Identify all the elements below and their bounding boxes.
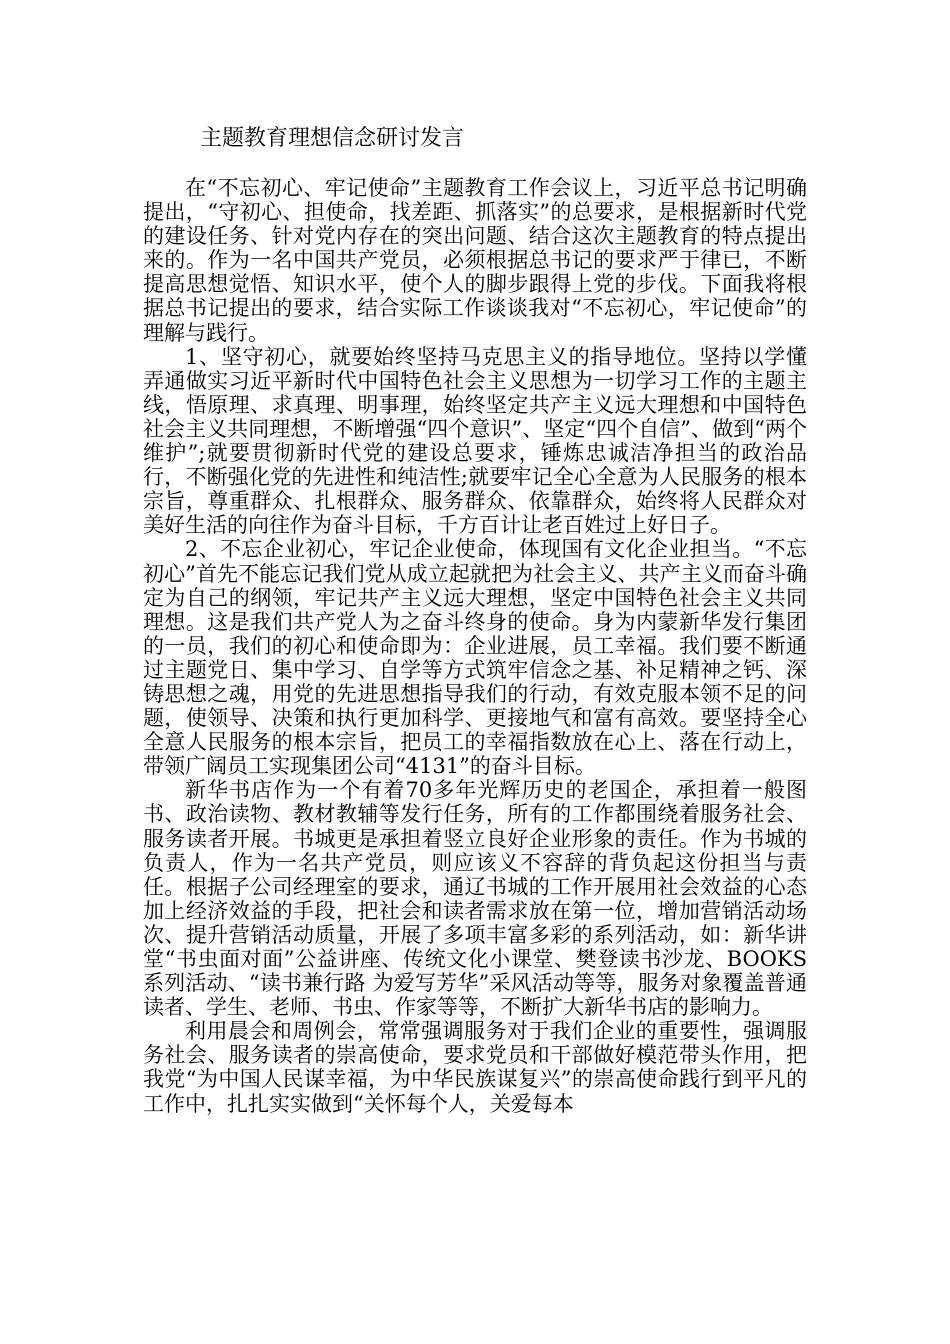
paragraph-xinhua-bookstore: 新华书店作为一个有着70多年光辉历史的老国企，承担着一般图书、政治读物、教材教辅等发行任务，所有的工作都围绕着服务社会、服务读者开展。书城更是承担着竖立良好企业形象的责任。作为书城的负责人，作为一名共产党员，则应该义不容辞的背负起这份担当与责任。根据子公司经理室的要求，通辽书城的工作开展用社会效益的心态加上经济效益的手段，把社会和读者需求放在第一位，增加营销活动场次、提升营销活动质量，开展了多项丰富多彩的系列活动，如：新华讲堂“书虫面对面”公益讲座、传统文化小课堂、樊登读书沙龙、BOOKS系列活动、“读书兼行路 为爱写芳华”采风活动等等，服务对象覆盖普通读者、学生、老师、书虫、作家等等，不断扩大新华书店的影响力。 [143,778,807,1020]
document-title: 主题教育理想信念研讨发言 [200,126,465,151]
paragraph-meetings: 利用晨会和周例会，常常强调服务对于我们企业的重要性，强调服务社会、服务读者的崇高使命，要求党员和干部做好模范带头作用，把我党“为中国人民谋幸福，为中华民族谋复兴”的崇高使命践行到平凡的工作中，扎扎实实做到“关怀每个人，关爱每本 [143,1019,807,1116]
paragraph-point-2: 2、不忘企业初心，牢记企业使命，体现国有文化企业担当。“不忘初心”首先不能忘记我们党从成立起就把为社会主义、共产主义而奋斗确定为自己的纲领，牢记共产主义远大理想，坚定中国特色社会主义共同理想。这是我们共产党人为之奋斗终身的使命。身为内蒙新华发行集团的一员，我们的初心和使命即为：企业进展，员工幸福。我们要不断通过主题党日、集中学习、自学等方式筑牢信念之基、补足精神之钙、深铸思想之魂，用党的先进思想指导我们的行动，有效克服本领不足的问题，使领导、决策和执行更加科学、更接地气和富有高效。要坚持全心全意人民服务的根本宗旨，把员工的幸福指数放在心上、落在行动上，带领广阔员工实现集团公司“4131”的奋斗目标。 [143,537,807,779]
document-body [143,176,807,1116]
paragraph-intro: 在“不忘初心、牢记使命”主题教育工作会议上，习近平总书记明确提出，“守初心、担使命，找差距、抓落实”的总要求，是根据新时代党的建设任务、针对党内存在的突出问题、结合这次主题教育的特点提出来的。作为一名中国共产党员，必须根据总书记的要求严于律已，不断提高思想觉悟、知识水平，使个人的脚步跟得上党的步伐。下面我将根据总书记提出的要求，结合实际工作谈谈我对“不忘初心，牢记使命”的理解与践行。 [143,176,807,345]
paragraph-point-1: 1、坚守初心，就要始终坚持马克思主义的指导地位。坚持以学懂弄通做实习近平新时代中国特色社会主义思想为一切学习工作的主题主线，悟原理、求真理、明事理，始终坚定共产主义远大理想和中国特色社会主义共同理想，不断增强“四个意识”、坚定“四个自信”、做到“两个维护”;就要贯彻新时代党的建设总要求，锤炼忠诚洁净担当的政治品行，不断强化党的先进性和纯洁性;就要牢记全心全意为人民服务的根本宗旨，尊重群众、扎根群众、服务群众、依靠群众，始终将人民群众对美好生活的向往作为奋斗目标，千方百计让老百姓过上好日子。 [143,344,807,538]
